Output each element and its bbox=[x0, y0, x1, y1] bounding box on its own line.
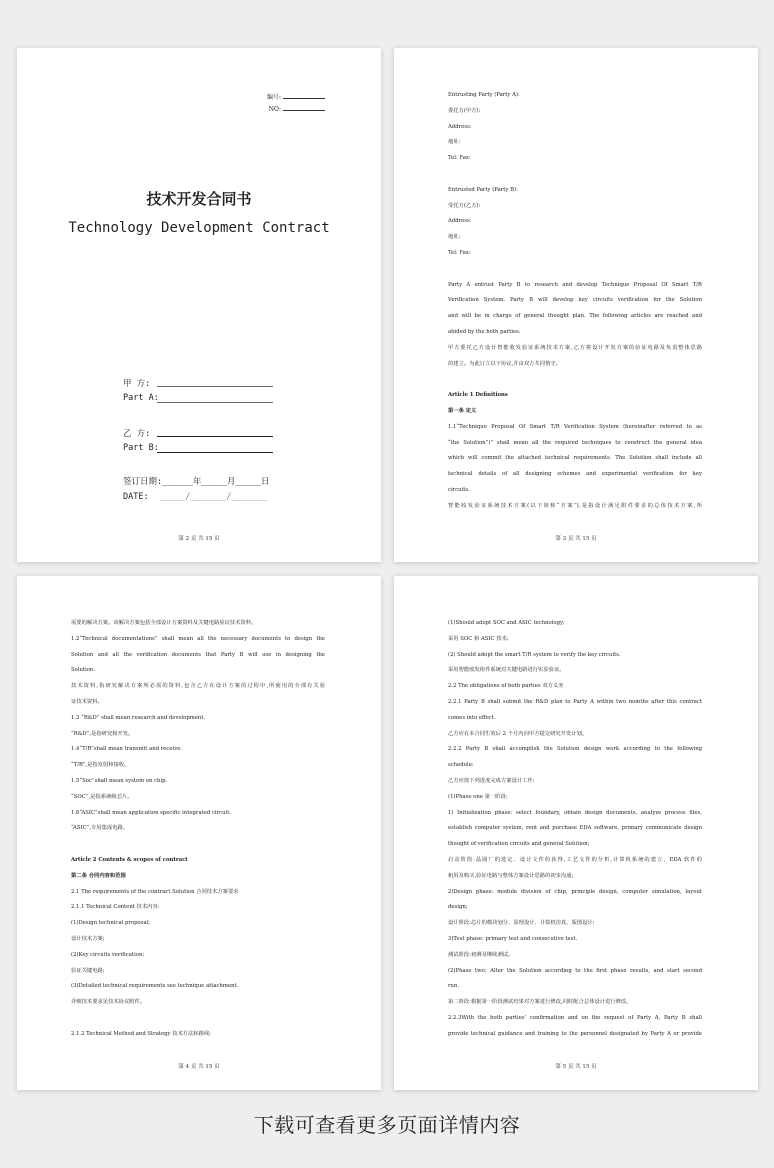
text-line: Tel: Fax: bbox=[448, 249, 471, 256]
party-a-cn-label: 甲 方: bbox=[123, 379, 151, 389]
contract-number-blank-en bbox=[283, 103, 325, 111]
text-line: Solution and all the verification documents that Party B will use in designing the bbox=[71, 651, 325, 658]
text-line: 2.2.3With the both parties’ confirmation and on the request of Party A, Party B shall bbox=[448, 1014, 702, 1021]
text-line: 租用及购买,验证电路与整体方案设计思路的初步沟通; bbox=[448, 872, 574, 879]
text-line: 技术资料,指研发解决方案所必需的资料,包含乙方在设计方案的过程中,所使用的全部有关验 bbox=[71, 683, 325, 690]
text-line: Verification System. Party B will develop key circuits verification for the Solution bbox=[448, 297, 702, 304]
text-line: 启动阶段:晶圆厂的选定、设计文件的获得,工艺文件的分析,计算机系统的建立、EDA 软件的 bbox=[448, 856, 702, 863]
text-line: “the Solution”)” shall mean all the required techniques to construct the general idea bbox=[448, 439, 702, 446]
blank-line bbox=[71, 1011, 325, 1027]
text-line: comes into effect. bbox=[448, 714, 496, 721]
text-line: 设计阶段:芯片的模块划分、原理设计、计算机仿真、版图设计; bbox=[448, 920, 595, 927]
text-line: 第一条 定义 bbox=[448, 407, 477, 414]
text-line: establish computer system, rent and purchase EDA software, primary communicate design bbox=[448, 825, 702, 832]
cover-title-cn: 技术开发合同书 bbox=[146, 190, 252, 208]
text-line: 3)Test phase: primary test and consecutive test. bbox=[448, 935, 578, 942]
party-a-cn bbox=[123, 377, 150, 389]
text-line: 智能收发验证系统技术方案(以下简称“方案”),是指设计满足附件要求的总体技术方案,所 bbox=[448, 502, 702, 509]
text-line: 详细技术要求见技术协议附件。 bbox=[71, 999, 146, 1006]
text-line: Entrusted Party (Party B): bbox=[448, 186, 518, 193]
page-footer: 第 3 页 共 15 页 bbox=[555, 536, 597, 542]
text-line: 受托方(乙方): bbox=[448, 202, 481, 209]
text-line: thought of verification circuits and general Solution; bbox=[448, 841, 590, 848]
text-line: (1)Design technical proposal; bbox=[71, 920, 151, 927]
page-footer: 第 2 页 共 15 页 bbox=[178, 536, 220, 542]
text-line: technical details of all designing schemes and experimental verification for key bbox=[448, 471, 702, 478]
text-line: (2) Should adopt the smart T/R system to verify the key circuits. bbox=[448, 651, 621, 658]
text-line: 1.5“Soc”shall mean system on chip. bbox=[71, 777, 168, 784]
text-line: 设计技术方案; bbox=[71, 935, 105, 942]
contract-number-label-cn: 编号: bbox=[266, 94, 281, 101]
text-line: Address: bbox=[448, 123, 472, 130]
text-line: 1.1“Technique Proposal Of Smart T/R Verification System (hereinafter referred to as bbox=[448, 423, 702, 430]
party-a-en-label: Part A: bbox=[123, 393, 159, 403]
text-line: 乙方应在本合同生效后 2 个月内向甲方提交研究开发计划。 bbox=[448, 730, 588, 737]
text-line: “T/R”,是指发射和接收。 bbox=[71, 762, 130, 769]
text-line: schedule: bbox=[448, 762, 474, 769]
contract-cover-page bbox=[17, 48, 381, 562]
blank-line bbox=[448, 372, 702, 388]
blank-line bbox=[448, 262, 702, 278]
text-line: 2.1.2 Technical Method and Strategy 技术方法和路线: bbox=[71, 1030, 212, 1037]
text-line: 1) Initialization phase: select foundary, obtain design documents, analyze process files, bbox=[448, 809, 702, 816]
text-line: 2.2.2 Party B shall accomplish the Solution design work according to the following bbox=[448, 746, 702, 753]
page-body bbox=[448, 616, 702, 1043]
text-line: 第二条 合同内容和范围 bbox=[71, 872, 126, 879]
text-line: 地址: bbox=[448, 139, 461, 146]
cover-title-en: Technology Development Contract bbox=[68, 220, 330, 236]
text-line: design; bbox=[448, 904, 468, 911]
text-line: which will commit the attached technical requirements. The Solution shall include all bbox=[448, 455, 702, 462]
party-b-en-blank bbox=[157, 452, 273, 453]
text-line: “SOC”,是指系统级芯片。 bbox=[71, 793, 133, 800]
text-line: (2)Key circuits verification; bbox=[71, 951, 145, 958]
party-a-en bbox=[123, 393, 159, 403]
text-line: 1.2“Technical documentations” shall mean all the necessary documents to design the bbox=[71, 635, 325, 642]
party-b-cn bbox=[123, 427, 150, 439]
sign-date-en-label: DATE: bbox=[123, 492, 149, 502]
party-a-cn-blank bbox=[157, 386, 273, 387]
text-line: 证技术资料。 bbox=[71, 698, 103, 705]
text-line: 乙方应按下列进度完成方案设计工作: bbox=[448, 777, 535, 784]
text-line: run. bbox=[448, 983, 460, 990]
download-more-caption: 下载可查看更多页面详情内容 bbox=[253, 1113, 521, 1137]
text-line: Address: bbox=[448, 218, 472, 225]
text-line: Entrusting Party (Party A): bbox=[448, 92, 520, 98]
text-line: “ASIC”,专用集成电路。 bbox=[71, 825, 129, 832]
text-line: “R&D”,是指研究和开发。 bbox=[71, 730, 134, 737]
text-line: Article 2 Contents & scopes of contract bbox=[71, 856, 188, 863]
text-line: abided by the both parties. bbox=[448, 328, 521, 335]
contract-page-3 bbox=[394, 48, 758, 562]
text-line: 2)Design phase: module division of chip, principle design, computer simulation, layout bbox=[448, 888, 702, 895]
text-line: 2.2 The obligations of both parties 双方义务 bbox=[448, 683, 564, 690]
text-line: and will be in charge of general thought plan. The following articles are reached and bbox=[448, 313, 702, 320]
text-line: 采用智能收发组件系统对关键电路进行实验验证。 bbox=[448, 667, 565, 674]
text-line: 2.1 The requirements of the contract Solution 合同技术方案要求 bbox=[71, 888, 239, 895]
text-line: 测试阶段:初测及继续测试。 bbox=[448, 951, 514, 958]
text-line: provide technical guidance and training to the personnel designated by Party A or provide bbox=[448, 1030, 702, 1037]
text-line: (1)Should adopt SOC and ASIC technology; bbox=[448, 620, 565, 626]
sign-date-en-blank: _____/_______/_______ bbox=[159, 492, 268, 502]
contract-page-5 bbox=[394, 576, 758, 1090]
sign-date-cn: 签订日期:______年_____月_____日 bbox=[123, 477, 270, 487]
text-line: 2.2.1 Party B shall submit the R&D plan to Party A within two months after this contract bbox=[448, 698, 702, 705]
text-line: 甲方委托乙方设计智能收发验证系统技术方案,乙方将设计开发方案的验证电路及负责整体思路 bbox=[448, 344, 702, 351]
party-b-en bbox=[123, 443, 159, 453]
text-line: 的建立。为此订立以下协议,并由双方共同恪守。 bbox=[448, 360, 561, 367]
text-line: 1.6“ASIC”shall mean application specific integrated circuit. bbox=[71, 809, 232, 816]
party-b-en-label: Part B: bbox=[123, 443, 159, 453]
text-line: 第二阶段:根据第一阶段测试结果对方案进行修改,同时配合总体设计进行修改。 bbox=[448, 999, 632, 1006]
sign-date-en bbox=[123, 492, 267, 502]
party-a-en-blank bbox=[157, 402, 273, 403]
page-body bbox=[448, 88, 702, 515]
page-footer: 第 5 页 共 15 页 bbox=[555, 1064, 597, 1070]
page-body bbox=[71, 616, 325, 1043]
blank-line bbox=[71, 837, 325, 853]
blank-line bbox=[448, 167, 702, 183]
text-line: Solution. bbox=[71, 667, 96, 674]
text-line: (3)Detailed technical requirements see technique attachment. bbox=[71, 983, 239, 990]
text-line: circuits. bbox=[448, 486, 470, 493]
text-line: 需要的解决方案。该解决方案包括全部设计方案资料及关键电路验证技术资料。 bbox=[71, 620, 257, 626]
text-line: 采用 SOC 和 ASIC 技术; bbox=[448, 635, 509, 642]
text-line: Article 1 Definitions bbox=[448, 392, 508, 399]
contract-number-blank bbox=[283, 91, 325, 99]
text-line: 2.1.1 Technical Content 技术内容: bbox=[71, 904, 160, 911]
text-line: 1.4“T/R”shall mean transmit and receive. bbox=[71, 746, 183, 753]
text-line: 委托方(甲方): bbox=[448, 107, 481, 114]
page-footer: 第 4 页 共 15 页 bbox=[178, 1064, 220, 1070]
text-line: Party A entrust Party B to research and develop Technique Proposal Of Smart T/R bbox=[448, 281, 702, 288]
text-line: 验证关键电路; bbox=[71, 967, 105, 974]
text-line: (1)Phase one 第一阶段: bbox=[448, 793, 508, 800]
text-line: 1.3 “R&D” shall mean research and development. bbox=[71, 714, 206, 721]
contract-page-4 bbox=[17, 576, 381, 1090]
party-b-cn-label: 乙 方: bbox=[123, 429, 151, 439]
party-b-cn-blank bbox=[157, 436, 273, 437]
text-line: (2)Phase two: Alter the Solution according to the first phase results, and start second bbox=[448, 967, 702, 974]
contract-number-label-en: NO: bbox=[268, 106, 281, 113]
contract-number bbox=[267, 91, 325, 115]
text-line: Tel: Fax: bbox=[448, 155, 471, 162]
text-line: 地址: bbox=[448, 234, 461, 241]
